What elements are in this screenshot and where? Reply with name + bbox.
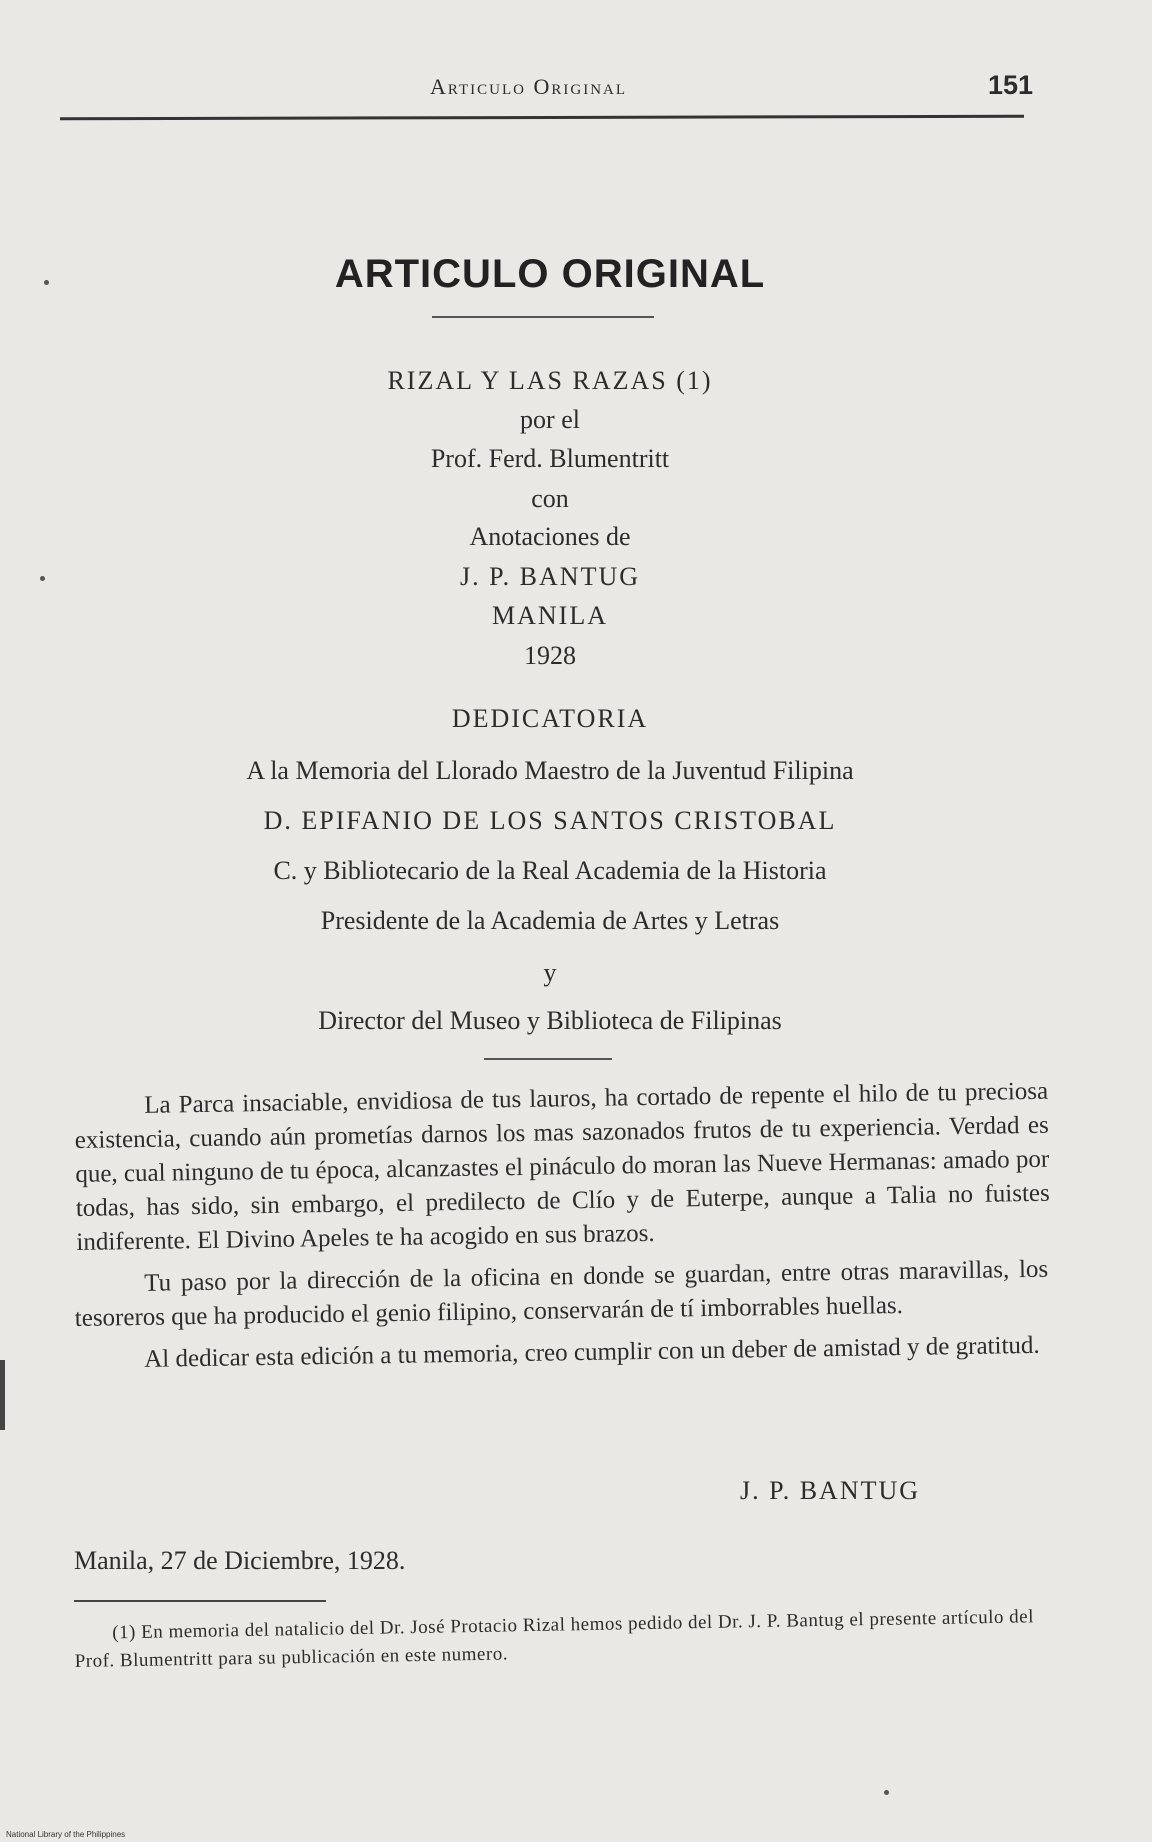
- footnote: (1) En memoria del natalicio del Dr. José Protacio Rizal hemos pedido del Dr. J. P. Bantug el presente artículo del Prof. Blumentritt para su publicación en este numero.: [74, 1606, 1035, 1672]
- place-line: MANILA: [492, 601, 608, 630]
- annotations-label: Anotaciones de: [469, 522, 631, 551]
- dedication-heading: DEDICATORIA: [451, 704, 649, 733]
- dedication-line: Presidente de la Academia de Artes y Letras: [320, 906, 780, 935]
- year-line: 1928: [524, 641, 576, 670]
- scan-speck: [40, 576, 45, 581]
- paragraph: Tu paso por la dirección de la oficina en donde se guardan, entre otras maravillas, los tesoreros que ha producido el genio filipino, conservarán de tí imborrables huellas.: [74, 1255, 1049, 1332]
- date-line: Manila, 27 de Diciembre, 1928.: [74, 1546, 406, 1575]
- dedication-conjunction: y: [543, 958, 557, 987]
- running-title: Articulo Original: [430, 74, 628, 99]
- title-divider: [432, 316, 654, 318]
- dedication-line: C. y Bibliotecario de la Real Academia de la Historia: [273, 856, 827, 885]
- header-rule: [60, 115, 1024, 121]
- paragraph: Al dedicar esta edición a tu memoria, creo cumplir con un deber de amistad y de gratitud.: [144, 1331, 1040, 1373]
- footnote-rule: [74, 1600, 326, 1602]
- dedicatee-name: D. EPIFANIO DE LOS SANTOS CRISTOBAL: [263, 806, 837, 835]
- dedication-line: A la Memoria del Llorado Maestro de la Juventud Filipina: [246, 756, 854, 785]
- paragraph: La Parca insaciable, envidiosa de tus lauros, ha cortado de repente el hilo de tu preciosa existencia, cuando aún prometías darnos los mas sazonados frutos de tu experiencia. Verdad es que, cual ninguno de tu época, alcanzastes el pináculo do moran las Nueve Hermanas: amado por todas, has sido, sin embargo, el predilecto de Clío y de Euterpe, aunque a Talia no fuistes indiferente. El Divino Apeles te ha acogido en sus brazos.: [74, 1077, 1050, 1256]
- annotator-name: J. P. BANTUG: [459, 562, 641, 591]
- scan-speck: [884, 1790, 889, 1795]
- article-title: RIZAL Y LAS RAZAS (1): [387, 366, 713, 395]
- signature: J. P. BANTUG: [740, 1476, 921, 1505]
- dedication-line: Director del Museo y Biblioteca de Filipinas: [318, 1006, 782, 1035]
- body-text: [74, 1077, 1050, 1386]
- library-watermark: National Library of the Philippines: [6, 1830, 126, 1839]
- byline-por: por el: [520, 405, 580, 434]
- author-name: Prof. Ferd. Blumentritt: [430, 444, 670, 473]
- page-number: 151: [988, 70, 1034, 100]
- scan-speck: [44, 280, 49, 285]
- dedication-divider: [484, 1058, 612, 1060]
- running-header: [0, 70, 1152, 104]
- byline-con: con: [531, 484, 569, 513]
- page-title: ARTICULO ORIGINAL: [334, 252, 766, 296]
- scan-edge-mark: [0, 1360, 5, 1430]
